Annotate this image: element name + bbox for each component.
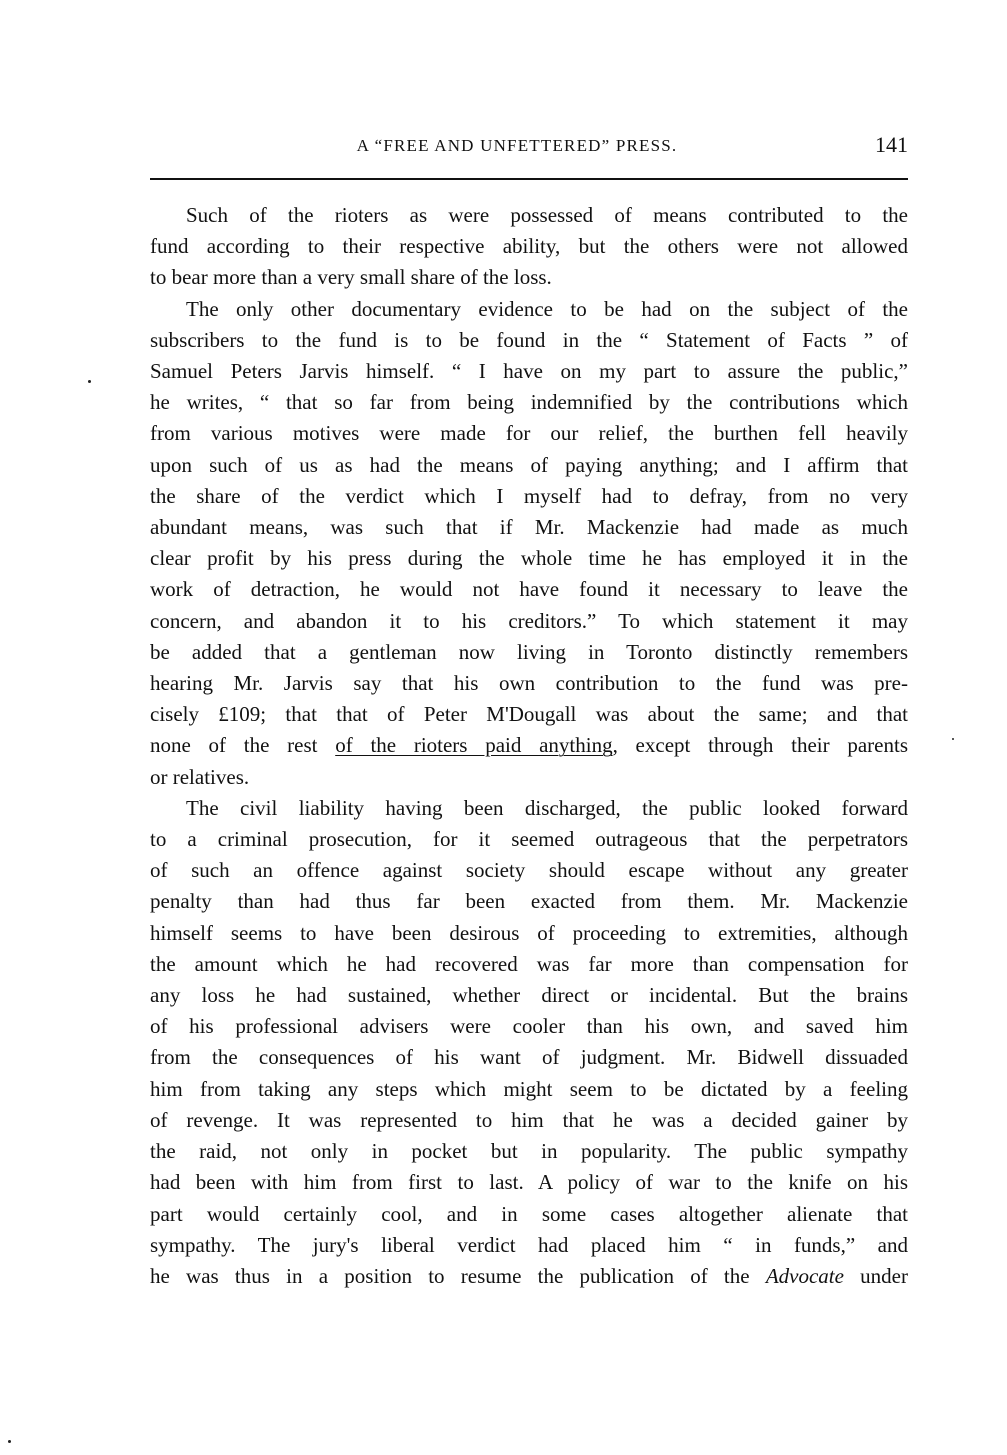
text-line: clear profit by his press during the whole time he has employed it in the: [150, 546, 908, 571]
text-line: the raid, not only in pocket but in popularity. The public sympathy: [150, 1139, 908, 1164]
text-line: to bear more than a very small share of the loss.: [150, 265, 552, 290]
text-line: be added that a gentleman now living in Toronto distinctly remembers: [150, 639, 908, 664]
text-line: him from taking any steps which might seem to be dictated by a feeling: [150, 1076, 908, 1101]
running-title: A “FREE AND UNFETTERED” PRESS.: [356, 136, 678, 155]
text-line: had been with him from first to last. A policy of war to the knife on his: [150, 1170, 908, 1195]
text-segment: he was thus in a position to resume the publication of the: [150, 1263, 766, 1288]
italic-title: Advocate: [765, 1263, 844, 1288]
text-line: The civil liability having been discharged, the public looked forward: [186, 795, 908, 820]
text-line: The only other documentary evidence to be had on the subject of the: [186, 296, 908, 321]
paragraph-3: [150, 793, 908, 1292]
text-line: the amount which he had recovered was far more than compensation for: [150, 951, 908, 976]
text-segment: under: [843, 1263, 908, 1288]
text-line: work of detraction, he would not have found it necessary to leave the: [150, 577, 908, 602]
text-line: abundant means, was such that if Mr. Mackenzie had made as much: [150, 515, 908, 540]
page-number: 141: [875, 132, 908, 157]
text-segment: none of the rest: [150, 733, 336, 758]
text-line: to a criminal prosecution, for it seemed outrageous that the perpetrators: [150, 827, 908, 852]
text-line: upon such of us as had the means of paying anything; and I affirm that: [150, 452, 908, 477]
underlined-text: of the rioters paid anything: [335, 733, 613, 758]
scan-speck: [88, 380, 91, 383]
text-line: concern, and abandon it to his creditors.” To which statement it may: [150, 608, 908, 633]
text-line: Samuel Peters Jarvis himself. “ I have on my part to assure the public,”: [150, 359, 908, 384]
text-line: of revenge. It was represented to him that he was a decided gainer by: [150, 1107, 908, 1132]
text-line: subscribers to the fund is to be found in the “ Statement of Facts ” of: [150, 327, 908, 352]
text-line: part would certainly cool, and in some cases altogether alienate that: [150, 1201, 908, 1226]
header-rule: [150, 178, 908, 180]
scan-speck: [952, 738, 954, 740]
text-line: penalty than had thus far been exacted from them. Mr. Mackenzie: [150, 889, 908, 914]
text-line: any loss he had sustained, whether direct or incidental. But the brains: [150, 983, 908, 1008]
text-line: himself seems to have been desirous of proceeding to extremities, although: [150, 920, 908, 945]
text-line: cisely £109; that that of Peter M'Dougall was about the same; and that: [150, 702, 908, 727]
paragraph-1: [150, 200, 908, 294]
text-line-closing: [150, 1261, 908, 1292]
text-line: fund according to their respective ability, but the others were not allowed: [150, 234, 908, 259]
text-line-underlined: [150, 730, 908, 761]
text-line: he writes, “ that so far from being indemnified by the contributions which: [150, 390, 908, 415]
text-line: of such an offence against society should escape without any greater: [150, 858, 908, 883]
text-segment: , except through their parents: [612, 733, 908, 758]
body-text: [150, 200, 908, 1292]
text-line: of his professional advisers were cooler than his own, and saved him: [150, 1014, 908, 1039]
text-line: or relatives.: [150, 764, 250, 789]
running-header: [150, 132, 908, 162]
text-line: the share of the verdict which I myself had to defray, from no very: [150, 483, 908, 508]
text-line: sympathy. The jury's liberal verdict had placed him “ in funds,” and: [150, 1232, 908, 1257]
paragraph-2: [150, 294, 908, 793]
text-line: from various motives were made for our relief, the burthen fell heavily: [150, 421, 908, 446]
scan-speck: [8, 1440, 11, 1443]
text-line: hearing Mr. Jarvis say that his own contribution to the fund was pre-: [150, 671, 908, 696]
text-line: Such of the rioters as were possessed of means contributed to the: [186, 203, 908, 227]
text-line: from the consequences of his want of judgment. Mr. Bidwell dissuaded: [150, 1045, 908, 1070]
